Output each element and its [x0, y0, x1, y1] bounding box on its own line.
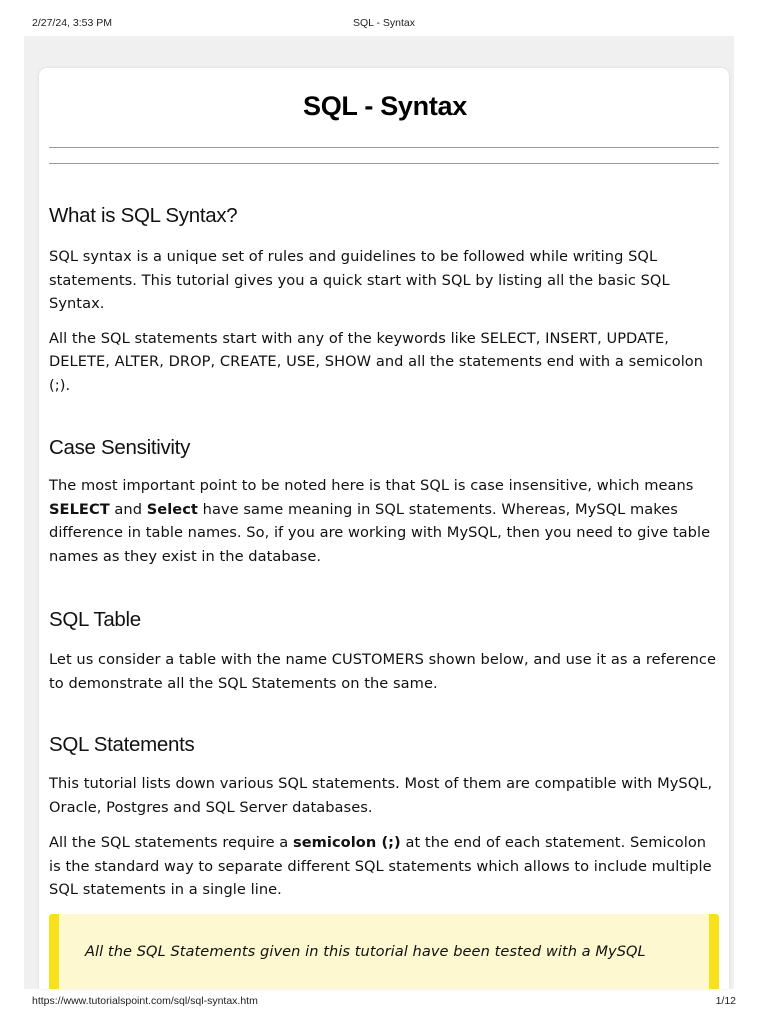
bold-semicolon: semicolon (;) [292, 834, 401, 851]
paragraph-sql-syntax-intro: SQL syntax is a unique set of rules and guidelines to be followed while writing SQL statements. This tutorial gives you a quick start with SQL by listing all the basic SQL Syntax. [49, 248, 670, 312]
text-run: at the end of each statement. Semicolon is the standard way to separate different SQL statements which allows to include multiple SQL statements in a single line. [49, 834, 712, 898]
page-title: SQL - Syntax [303, 91, 467, 121]
note-box [49, 914, 719, 989]
print-date: 2/27/24, 3:53 PM [32, 17, 112, 29]
paragraph-sql-table: Let us consider a table with the name CUSTOMERS shown below, and use it as a reference to demonstrate all the SQL Statements on the same. [49, 651, 717, 692]
section-heading-sql-statements: SQL Statements [49, 733, 195, 756]
bold-select-mixed: Select [146, 500, 198, 518]
print-title: SQL - Syntax [352, 17, 416, 29]
print-footer [0, 995, 768, 1011]
divider-bottom [49, 163, 719, 164]
section-heading-case-sensitivity: Case Sensitivity [49, 436, 191, 459]
paragraph-semicolon [49, 831, 721, 902]
text-run: All the SQL statements require a [49, 834, 293, 851]
paragraph-sql-keywords: All the SQL statements start with any of the keywords like SELECT, INSERT, UPDATE, DELETE, ALTER, DROP, CREATE, USE, SHOW and all the statements end with a semicolon (;). [49, 329, 704, 394]
text-run: have same meaning in SQL statements. Whereas, MySQL makes difference in table names. So, if you are working with MySQL, then you need to give table names as they exist in the database. [49, 500, 711, 565]
article-body [49, 202, 721, 902]
paragraph-case-sensitivity [49, 474, 721, 568]
print-header [0, 17, 768, 33]
text-run: and [109, 500, 147, 518]
page-counter: 1/12 [715, 995, 736, 1007]
divider-top [49, 147, 719, 148]
section-heading-sql-table: SQL Table [49, 608, 141, 631]
print-url[interactable]: https://www.tutorialspoint.com/sql/sql-syntax.htm [32, 995, 258, 1007]
section-heading-what-is-sql-syntax: What is SQL Syntax? [49, 204, 238, 227]
paragraph-sql-statements-compat: This tutorial lists down various SQL statements. Most of them are compatible with MySQL, Oracle, Postgres and SQL Server databases. [49, 775, 713, 816]
text-run: The most important point to be noted here is that SQL is case insensitive, which means [49, 477, 694, 494]
bold-select-upper: SELECT [49, 500, 110, 518]
note-text: All the SQL Statements given in this tutorial have been tested with a MySQL [85, 943, 646, 960]
